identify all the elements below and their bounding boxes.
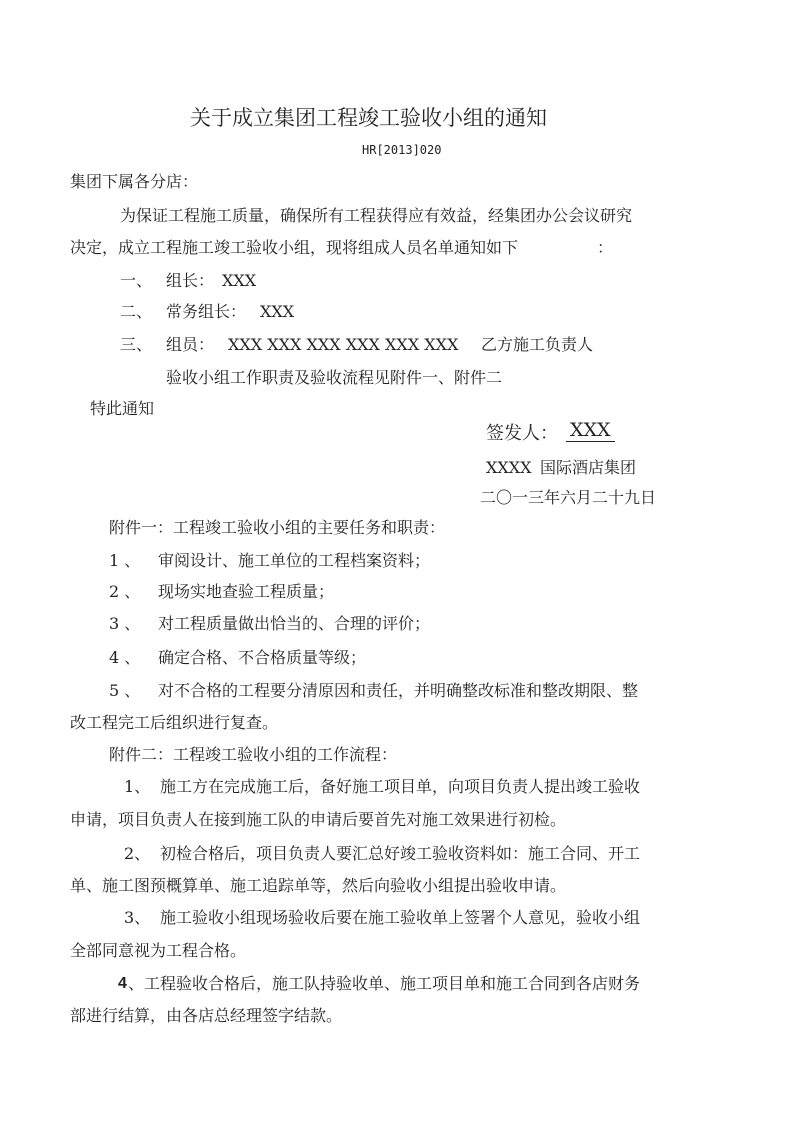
intro-colon: ：	[597, 238, 614, 257]
step-number: 3、	[124, 908, 151, 927]
list-item-number: 3 、	[109, 614, 141, 633]
step-text: 施工方在完成施工后，备好施工项目单，向项目负责人提出竣工验收	[160, 777, 641, 796]
list-item-continuation: 改工程完工后组织进行复查。	[70, 713, 279, 732]
member-role: 组长：	[166, 271, 215, 290]
member-number: 二、	[120, 302, 153, 321]
step-number: 2、	[124, 844, 151, 863]
member-number: 一、	[120, 271, 153, 290]
list-item-text: 现场实地查验工程质量；	[158, 582, 335, 601]
org-code: XXXX	[486, 458, 532, 477]
step-text: 、工程验收合格后，施工队持验收单、施工项目单和施工合同到各店财务	[128, 974, 641, 993]
closing-text: 特此通知	[90, 399, 155, 418]
salutation: 集团下属各分店：	[70, 172, 199, 191]
step-continuation: 全部同意视为工程合格。	[70, 941, 247, 960]
step-text: 施工验收小组现场验收后要在施工验收单上签署个人意见，验收小组	[160, 908, 641, 927]
member-number: 三、	[120, 335, 153, 354]
list-item-text: 审阅设计、施工单位的工程档案资料；	[158, 551, 431, 570]
page-title: 关于成立集团工程竣工验收小组的通知	[190, 106, 547, 130]
attachment-note: 验收小组工作职责及验收流程见附件一、附件二	[166, 368, 503, 387]
list-item-number: 4 、	[109, 648, 141, 667]
list-item-number: 5 、	[109, 681, 141, 700]
member-names: XXX	[260, 302, 295, 321]
step-text: 初检合格后，项目负责人要汇总好竣工验收资料如：施工合同、开工	[160, 844, 641, 863]
attachment2-heading: 附件二：工程竣工验收小组的工作流程：	[109, 745, 398, 764]
attachment1-heading: 附件一：工程竣工验收小组的主要任务和职责：	[109, 518, 446, 537]
list-item-number: 2 、	[109, 582, 141, 601]
member-names: XXX	[222, 271, 257, 290]
signer-label: 签发人：	[486, 423, 558, 444]
intro-line-2: 决定，成立工程施工竣工验收小组，现将组成人员名单通知如下	[70, 238, 519, 257]
signer-name: XXX	[566, 420, 615, 442]
member-names: XXX XXX XXX XXX XXX XXX	[228, 335, 459, 354]
step-number: 1、	[124, 777, 151, 796]
document-number: HR[2013]020	[362, 143, 442, 157]
step-continuation: 单、施工图预概算单、施工追踪单等，然后向验收小组提出验收申请。	[70, 876, 567, 895]
member-extra: 乙方施工负责人	[481, 335, 594, 354]
list-item-text: 确定合格、不合格质量等级；	[158, 648, 367, 667]
list-item-number: 1 、	[109, 551, 141, 570]
org-name: 国际酒店集团	[540, 458, 637, 477]
list-item-text: 对工程质量做出恰当的、合理的评价；	[158, 614, 431, 633]
step-continuation: 部进行结算，由各店总经理签字结款。	[70, 1006, 343, 1025]
step-number: 4	[118, 975, 127, 992]
list-item-text: 对不合格的工程要分清原因和责任，并明确整改标准和整改期限、整	[158, 681, 639, 700]
member-role: 常务组长：	[166, 302, 247, 321]
step-continuation: 申请，项目负责人在接到施工队的申请后要首先对施工效果进行初检。	[70, 810, 567, 829]
member-role: 组员：	[166, 335, 215, 354]
issue-date: 二〇一三年六月二十九日	[480, 488, 657, 507]
intro-line-1: 为保证工程施工质量，确保所有工程获得应有效益，经集团办公会议研究	[120, 206, 633, 225]
